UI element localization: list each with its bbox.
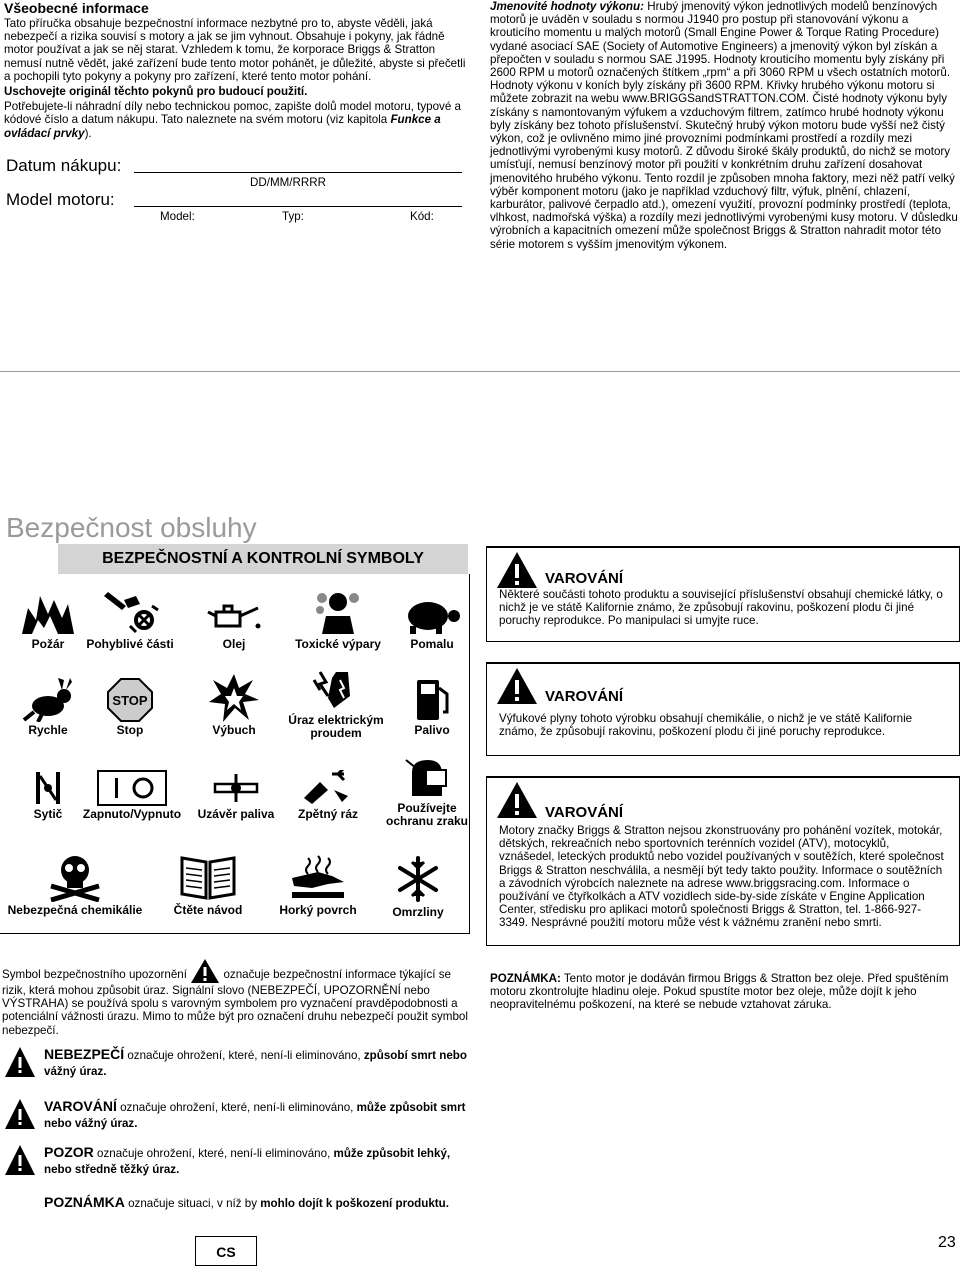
symbol-toxic-fumes <box>290 588 386 651</box>
turtle-icon <box>400 596 464 636</box>
safety-alert-intro: Symbol bezpečnostního upozornění označuje bezpečnostní informace týkající se rizik, která mohou způsobit úraz. Signální slovo (NEBEZPEČÍ, UPOZORNĚNÍ nebo VÝSTRAHA) se používá spolu s varovným symbolem pro vyznačení pravděpodobnosti a potenciální vážnosti úrazu. Mimo to může být pro označení druhu nebezpečí použit symbol nebezpečí. <box>2 958 470 1037</box>
symbol-kickback <box>280 770 376 821</box>
on-off-icon <box>97 770 167 806</box>
moving-parts-icon <box>100 586 160 636</box>
type-sublabel: Typ: <box>282 210 304 223</box>
symbol-read-manual <box>160 852 256 917</box>
fuel-pump-icon <box>407 678 457 722</box>
model-sublabel: Model: <box>160 210 195 223</box>
rabbit-icon <box>18 676 78 722</box>
general-info-paragraph: Tato příručka obsahuje bezpečnostní informace nezbytné pro to, abyste věděli, jaká nebezpečí a rizika souvisí s motory a jak se jim vyhnout. Obsahuje i pokyny, jak řádně motor používat a jak se něj starat. Vzhledem k tomu, že korporace Briggs & Stratton nemusí nutně vědět, jaké zařízení bude tento motor pohánět, je důležité, abyste si přečetli a pochopili tyto pokyny a pokyny pro zařízení, které tento motor pohání. <box>4 17 466 83</box>
symbol-label: Omrzliny <box>392 905 444 919</box>
symbol-on-off <box>82 770 182 821</box>
symbol-label: Pomalu <box>410 637 454 651</box>
symbol-label: Olej <box>222 637 246 651</box>
symbol-frostbite <box>370 854 466 919</box>
symbol-label: Palivo <box>414 723 450 737</box>
eye-protection-icon <box>402 756 452 800</box>
oil-can-icon <box>204 596 264 636</box>
warning-triangle-icon <box>495 550 539 590</box>
electric-shock-icon <box>306 668 366 712</box>
choke-icon <box>28 770 68 806</box>
symbol-moving-parts <box>82 586 178 651</box>
warning-title: VAROVÁNÍ <box>545 804 624 821</box>
keep-instructions-note: Uschovejte originál těchto pokynů pro budoucí použití. <box>4 85 308 99</box>
toxic-fumes-icon <box>308 588 368 636</box>
symbol-explosion <box>186 674 282 737</box>
symbol-hazardous-chemical <box>0 852 150 917</box>
symbol-label: Stop <box>116 723 144 737</box>
symbol-label: Úraz elektrickým proudem <box>288 713 384 740</box>
symbol-label: Pohyblivé části <box>86 637 174 651</box>
symbol-label: Horký povrch <box>279 903 357 917</box>
warning-triangle-icon <box>4 1098 36 1130</box>
symbol-label: Nebezpečná chemikálie <box>7 903 143 917</box>
symbol-oil <box>186 596 282 651</box>
date-format-hint: DD/MM/RRRR <box>250 176 326 189</box>
note-label: POZNÁMKA: <box>490 972 561 985</box>
warning-triangle-icon <box>4 1046 36 1078</box>
symbol-hot-surface <box>270 852 366 917</box>
language-code-box: CS <box>195 1236 257 1266</box>
warning-text: Výfukové plyny tohoto výrobku obsahují chemikálie, o nichž je ve státě Kalifornie známo, že způsobují rakovinu, poškození plodu či jiné poruchy reprodukce. <box>499 712 913 739</box>
symbol-label: Výbuch <box>212 723 256 737</box>
operator-safety-title: Bezpečnost obsluhy <box>6 512 257 543</box>
engine-model-label: Model motoru: <box>6 190 115 209</box>
page-number: 23 <box>938 1234 956 1251</box>
warning-triangle-icon <box>4 1144 36 1176</box>
signal-word: POZNÁMKA <box>44 1194 125 1210</box>
symbol-label: Požár <box>31 637 65 651</box>
oil-note: POZNÁMKA: Tento motor je dodáván firmou Briggs & Stratton bez oleje. Před spuštěním motoru zkontrolujte hladinu oleje. Pokud spustíte motor bez oleje, může dojít k jeho neopravitelnému poškození, na které se nebude vztahovat záruka. <box>490 972 949 1012</box>
symbol-label: Rychle <box>28 723 68 737</box>
symbol-fuel-shutoff <box>188 770 284 821</box>
symbol-label: Toxické výpary <box>295 637 381 651</box>
symbol-stop <box>82 678 178 737</box>
signal-word: POZOR <box>44 1144 94 1160</box>
stop-sign-icon <box>107 678 153 722</box>
engine-model-line <box>134 206 462 207</box>
symbol-label: Zapnuto/Vypnuto <box>82 807 182 821</box>
general-info-title: Všeobecné informace <box>4 0 149 16</box>
safety-alert-icon <box>190 958 220 984</box>
warning-box-vehicles <box>486 776 960 946</box>
warning-triangle-icon <box>495 666 539 706</box>
warning-box-exhaust <box>486 662 960 756</box>
fire-icon <box>18 590 78 636</box>
features-controls-reference: Funkce a ovládací prvky <box>4 113 441 140</box>
general-info-body <box>4 17 466 142</box>
snowflake-icon <box>393 854 443 904</box>
skull-icon <box>45 852 105 902</box>
symbol-label: Uzávěr paliva <box>197 807 275 821</box>
manual-icon <box>178 852 238 902</box>
warning-title: VAROVÁNÍ <box>545 688 624 705</box>
explosion-icon <box>209 674 259 722</box>
spare-parts-paragraph: Potřebujete-li náhradní díly nebo technickou pomoc, zapište dolů model motoru, typové a kódové číslo a datum nákupu. Tato naleznete na svém motoru (viz kapitola Funkce a ovládací prvky). <box>4 100 461 140</box>
symbol-slow <box>384 596 480 651</box>
symbol-label: Sytič <box>33 807 63 821</box>
code-sublabel: Kód: <box>410 210 434 223</box>
symbol-eye-protection <box>372 756 482 828</box>
purchase-date-label: Datum nákupu: <box>6 156 122 175</box>
symbol-electric-shock <box>282 668 390 740</box>
power-rating-paragraph: Jmenovité hodnoty výkonu: Hrubý jmenovitý výkon jednotlivých modelů benzínových motorů je uváděn v souladu s normou J1940 pro postup při stanovování výkonu a krouticího momentu u malých motorů (Small Engine Power & Torque Rating Procedure) vydané asociací SAE (Society of Automotive Engineers) a jmenovitý výkon byl získán a přepočten v souladu s normou SAE J1995. Hodnoty krouticího momentu byly získány při 2600 RPM u motorů označených štítkem „rpm“ a při 3060 RPM u všech ostatních motorů. Hodnoty výkonu v koních byly získány při 3600 RPM. Křivky hrubého výkonu motoru si můžete zobrazit na webu www.BRIGGSandSTRATTON.COM. Čisté hodnoty výkonu byly získány s namontovaným výfukem a vzduchovým filtrem, zatímco hrubé hodnoty výkonu byly získány bez tohoto příslušenství. Skutečný hrubý výkon motoru bude vyšší než čistý výkon, což je ovlivněno mimo jiné provozními podmínkami prostředí a rozdíly mezi jednotlivými vyrobenými kusy motorů. Z důvodu široké škály produktů, do nichž se motory umísťují, nemusí benzínový motor při použití v konkrétním druhu zařízení dosahovat jmenovitého hrubého výkonu. Tento rozdíl je způsoben mnoha faktory, mezi něž patří velký výběr komponent motoru (jako je například vzduchový filtr, výfuk, plnění, chlazení, karburátor, palivové čerpadlo atd.), omezení využití, provozní podmínky prostředí (teplota, vlhkost, nadmořská výška) a rozdíly mezi jednotlivými vyrobenými kusy motoru. V důsledku výrobních a kapacitních omezení může společnost Briggs & Stratton nahradit motor této série motorem s vyšším jmenovitým výkonem. <box>490 0 958 251</box>
svg-text:STOP: STOP <box>112 693 148 708</box>
symbol-label: Zpětný ráz <box>297 807 358 821</box>
warning-triangle-icon <box>495 780 539 820</box>
fuel-shutoff-icon <box>211 770 261 806</box>
warning-title: VAROVÁNÍ <box>545 570 624 587</box>
purchase-date-line <box>134 172 462 173</box>
power-rating-label: Jmenovité hodnoty výkonu: <box>490 0 644 13</box>
symbols-heading: BEZPEČNOSTNÍ A KONTROLNÍ SYMBOLY <box>58 544 468 574</box>
warning-box-chemicals <box>486 546 960 642</box>
signal-word: VAROVÁNÍ <box>44 1098 117 1114</box>
warning-text: Motory značky Briggs & Stratton nejsou zkonstruovány pro pohánění vozítek, motokár, dětských, rekreačních nebo sportovních terénních vozidel (ATV), motocyklů, vznášedel, leteckých produktů nebo vozidel používaných v soutěžích, které společnost Briggs & Stratton neschválila, a nesmějí být tedy takto použity. Informace o soutěžních a závodních výrobcích naleznete na adrese www.briggsracing.com. Informace o používání ve čtyřkolkách a ATV vozidlech side-by-side získáte v Engine Application Center, středisku pro aplikaci motorů společnosti Briggs & Stratton, tel. 1-866-927-3349. Nesprávné použití motoru může vést k vážnému zranění nebo smrti. <box>499 824 944 930</box>
kickback-icon <box>298 770 358 806</box>
section-divider <box>0 371 960 372</box>
hot-surface-icon <box>288 852 348 902</box>
symbol-label: Používejte ochranu zraku <box>385 801 469 828</box>
symbols-grid <box>0 574 470 934</box>
warning-text: Některé součásti tohoto produktu a související příslušenství obsahují chemické látky, o nichž je ve státě Kalifornie známo, že způsobují rakovinu, poškození plodu či jiné poruchy reprodukce. Po manipulaci si umyjte ruce. <box>499 588 943 628</box>
symbol-fuel <box>384 678 480 737</box>
signal-word: NEBEZPEČÍ <box>44 1046 125 1062</box>
symbol-label: Čtěte návod <box>173 903 243 917</box>
